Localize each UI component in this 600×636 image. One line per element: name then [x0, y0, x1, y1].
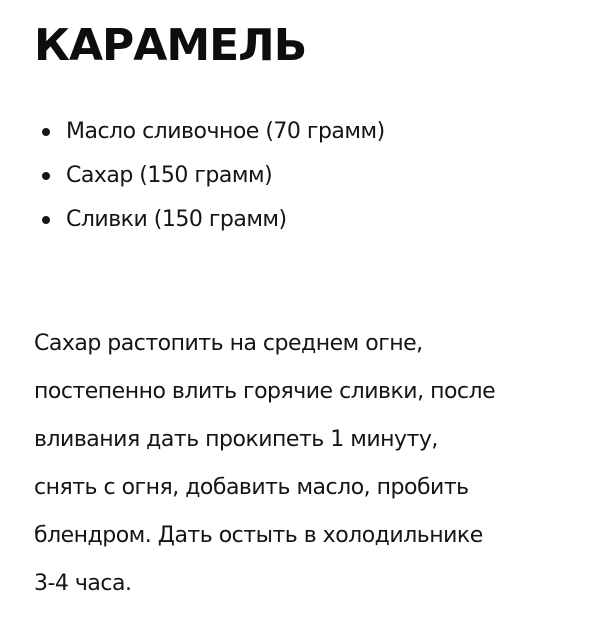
instructions-line: снять с огня, добавить масло, пробить: [34, 475, 469, 500]
ingredient-item: [36, 198, 385, 242]
recipe-title: КАРАМЕЛЬ: [34, 20, 307, 71]
bullet-icon: [42, 172, 50, 180]
ingredient-item: [36, 154, 385, 198]
instructions-line: 3-4 часа.: [34, 571, 132, 596]
ingredient-item: [36, 110, 385, 154]
bullet-icon: [42, 128, 50, 136]
bullet-icon: [42, 216, 50, 224]
instructions-line: вливания дать прокипеть 1 минуту,: [34, 427, 438, 452]
instructions-line: блендром. Дать остыть в холодильнике: [34, 523, 483, 548]
ingredient-text: Сливки (150 грамм): [66, 207, 287, 232]
ingredients-list: [36, 110, 385, 242]
ingredient-text: Масло сливочное (70 грамм): [66, 119, 385, 144]
instructions-line: постепенно влить горячие сливки, после: [34, 379, 496, 404]
ingredient-text: Сахар (150 грамм): [66, 163, 273, 188]
instructions-paragraph: [34, 320, 495, 608]
instructions-line: Сахар растопить на среднем огне,: [34, 331, 423, 356]
